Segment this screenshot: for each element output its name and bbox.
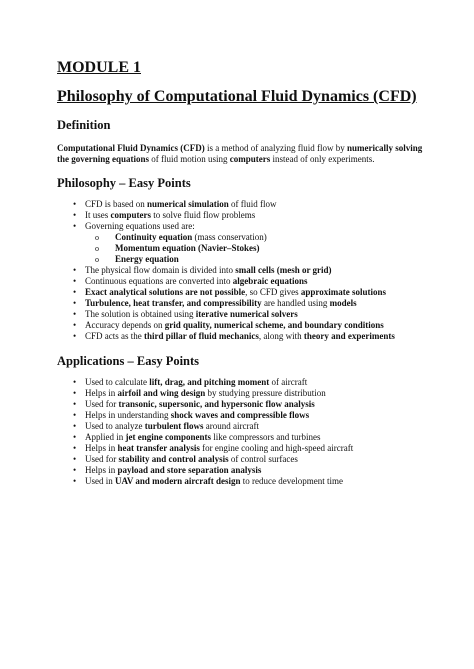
text-run: of fluid flow [228, 199, 277, 209]
text-run: Applied in [85, 432, 126, 442]
bold-text-run: Energy equation [115, 254, 179, 264]
bullet-icon: • [73, 309, 77, 319]
list-item-text [85, 287, 386, 297]
text-run: to reduce development time [240, 476, 343, 486]
applications-list-item [57, 454, 427, 465]
list-item-text [85, 465, 261, 475]
text-run: around aircraft [203, 421, 259, 431]
text-run: is a method of analyzing fluid flow by [204, 143, 347, 153]
bold-text-run: computers [229, 154, 271, 164]
bold-text-run: payload and store separation analysis [117, 465, 262, 475]
text-run: Used to analyze [85, 421, 145, 431]
list-item-text [85, 276, 307, 286]
text-run: Used in [85, 476, 115, 486]
bullet-icon: • [73, 377, 77, 387]
bold-text-run: stability and control analysis [118, 454, 229, 464]
text-run: of aircraft [269, 377, 308, 387]
document-title: Philosophy of Computational Fluid Dynamics (CFD) [57, 88, 417, 105]
text-run: to solve fluid flow problems [151, 210, 256, 220]
philosophy-list-item [57, 276, 427, 287]
philosophy-list-item [57, 287, 427, 298]
philosophy-list-item [57, 331, 427, 342]
bold-text-run: heat transfer analysis [117, 443, 200, 453]
sub-list-item [85, 232, 427, 243]
bold-text-run: numerically solving the governing equations [57, 143, 423, 164]
text-run: of fluid motion using [149, 154, 230, 164]
definition-heading: Definition [57, 118, 111, 132]
philosophy-list-item [57, 221, 427, 265]
list-item-text [85, 432, 320, 442]
sub-list-item-text [115, 254, 179, 264]
text-run: , so CFD gives [245, 287, 301, 297]
bullet-icon: • [73, 454, 77, 464]
applications-heading: Applications – Easy Points [57, 354, 200, 368]
list-item-text [85, 298, 357, 308]
list-item-text [85, 221, 195, 231]
bold-text-run: theory and experiments [303, 331, 395, 341]
text-run: The physical flow domain is divided into [85, 265, 236, 275]
text-run: , along with [258, 331, 304, 341]
list-item-text [85, 265, 332, 275]
document-page [57, 58, 427, 487]
list-item-text [85, 331, 395, 341]
bold-text-run: models [329, 298, 357, 308]
philosophy-list-item [57, 210, 427, 221]
bold-text-run: approximate solutions [300, 287, 386, 297]
text-run: Helps in [85, 465, 118, 475]
philosophy-list-item [57, 298, 427, 309]
applications-list-item [57, 443, 427, 454]
text-run: Helps in understanding [85, 410, 171, 420]
text-run: Helps in [85, 388, 118, 398]
bullet-icon: • [73, 210, 77, 220]
text-run: instead of only experiments. [270, 154, 375, 164]
bullet-icon: • [73, 199, 77, 209]
bullet-icon: • [73, 410, 77, 420]
circle-bullet-icon: o [95, 244, 99, 253]
text-run: are handled using [261, 298, 330, 308]
bold-text-run: lift, drag, and pitching moment [149, 377, 270, 387]
list-item-text [85, 320, 384, 330]
applications-list-item [57, 399, 427, 410]
bullet-icon: • [73, 465, 77, 475]
bullet-icon: • [73, 443, 77, 453]
list-item-text [85, 476, 343, 486]
bold-text-run: Continuity equation [115, 232, 193, 242]
applications-list-item [57, 377, 427, 388]
text-run: The solution is obtained using [85, 309, 196, 319]
bold-text-run: Momentum equation (Navier–Stokes) [115, 243, 260, 253]
bold-text-run: turbulent flows [144, 421, 204, 431]
bold-text-run: Exact analytical solutions are not possible [85, 287, 246, 297]
text-run: by studying pressure distribution [205, 388, 326, 398]
text-run: CFD acts as the [85, 331, 144, 341]
philosophy-heading: Philosophy – Easy Points [57, 176, 191, 190]
applications-list-item [57, 432, 427, 443]
text-run: CFD is based on [85, 199, 148, 209]
definition-paragraph [57, 143, 427, 165]
text-run: Helps in [85, 443, 118, 453]
bullet-icon: • [73, 331, 77, 341]
sub-list-item-text [115, 243, 260, 253]
circle-bullet-icon: o [95, 255, 99, 264]
applications-list-item [57, 388, 427, 399]
bullet-icon: • [73, 320, 77, 330]
bullet-icon: • [73, 276, 77, 286]
list-item-text [85, 388, 326, 398]
text-run: for engine cooling and high-speed aircraft [199, 443, 354, 453]
bullet-icon: • [73, 476, 77, 486]
bullet-icon: • [73, 388, 77, 398]
list-item-text [85, 210, 255, 220]
bold-text-run: UAV and modern aircraft design [115, 476, 241, 486]
text-run: Used for [85, 454, 119, 464]
applications-list-item [57, 476, 427, 487]
bold-text-run: shock waves and compressible flows [170, 410, 310, 420]
list-item-text [85, 443, 353, 453]
list-item-text [85, 421, 259, 431]
bullet-icon: • [73, 399, 77, 409]
applications-list-item [57, 410, 427, 421]
list-item-text [85, 309, 298, 319]
bullet-icon: • [73, 265, 77, 275]
applications-list [57, 377, 427, 487]
philosophy-list-item [57, 265, 427, 276]
text-run: Continuous equations are converted into [85, 276, 233, 286]
philosophy-list-item [57, 320, 427, 331]
bullet-icon: • [73, 421, 77, 431]
bullet-icon: • [73, 287, 77, 297]
text-run: Used for [85, 399, 119, 409]
sub-list-item [85, 243, 427, 254]
philosophy-list-item [57, 199, 427, 210]
bold-text-run: small cells (mesh or grid) [235, 265, 332, 275]
text-run: (mass conservation) [192, 232, 267, 242]
philosophy-list-item [57, 309, 427, 320]
bold-text-run: transonic, supersonic, and hypersonic flow analysis [118, 399, 315, 409]
bold-text-run: airfoil and wing design [117, 388, 206, 398]
text-run: It uses [85, 210, 111, 220]
list-item-text [85, 399, 315, 409]
applications-list-item [57, 421, 427, 432]
bold-text-run: grid quality, numerical scheme, and boundary conditions [164, 320, 384, 330]
text-run: Used to calculate [85, 377, 150, 387]
applications-list-item [57, 465, 427, 476]
bold-text-run: numerical simulation [147, 199, 229, 209]
bullet-icon: • [73, 221, 77, 231]
text-run: Governing equations used are: [85, 221, 195, 231]
module-title: MODULE 1 [57, 59, 141, 76]
text-run: Accuracy depends on [85, 320, 165, 330]
sub-list-item-text [115, 232, 267, 242]
bold-text-run: Turbulence, heat transfer, and compressibility [85, 298, 262, 308]
list-item-text [85, 199, 277, 209]
sub-list-item [85, 254, 427, 265]
sub-list [85, 232, 427, 265]
text-run: like compressors and turbines [211, 432, 321, 442]
bold-text-run: jet engine components [125, 432, 211, 442]
bullet-icon: • [73, 298, 77, 308]
bold-text-run: iterative numerical solvers [195, 309, 298, 319]
list-item-text [85, 454, 298, 464]
bold-text-run: third pillar of fluid mechanics [144, 331, 259, 341]
list-item-text [85, 377, 307, 387]
circle-bullet-icon: o [95, 233, 99, 242]
bold-text-run: computers [110, 210, 151, 220]
bullet-icon: • [73, 432, 77, 442]
text-run: of control surfaces [228, 454, 298, 464]
list-item-text [85, 410, 309, 420]
bold-text-run: algebraic equations [232, 276, 308, 286]
bold-text-run: Computational Fluid Dynamics (CFD) [57, 143, 205, 153]
philosophy-list [57, 199, 427, 342]
